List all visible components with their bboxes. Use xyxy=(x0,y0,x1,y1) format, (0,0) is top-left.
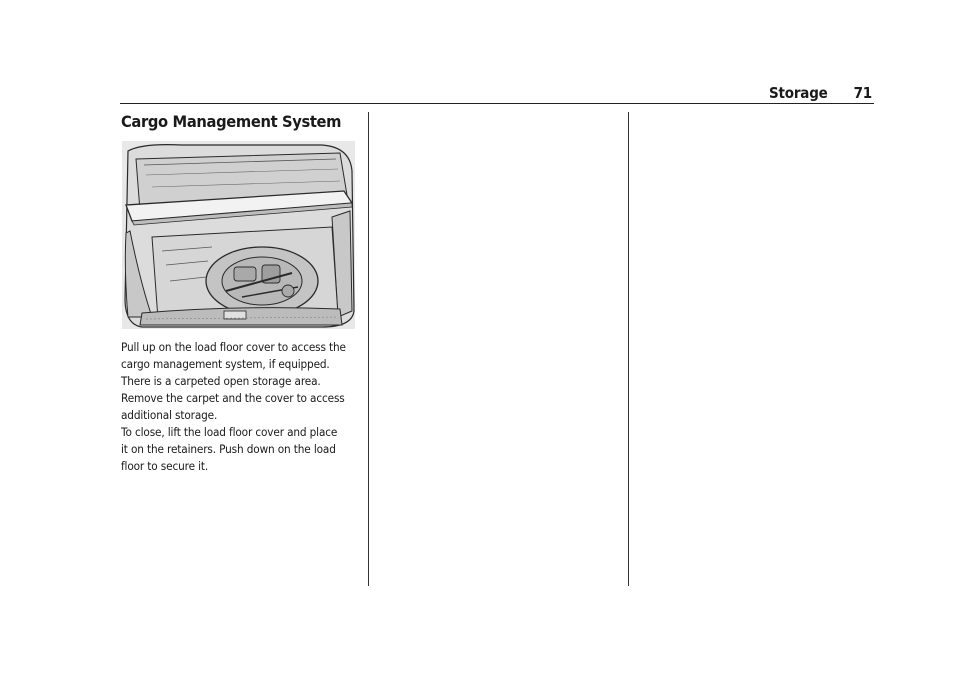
paragraph-1-text: Pull up on the load floor cover to access the cargo management system, if equipped. There is a carpeted open storage area. Remove the carpet and the cover to access additional storage. xyxy=(121,341,346,422)
paragraph-1 xyxy=(121,339,347,424)
header-rule xyxy=(120,103,874,104)
page-header xyxy=(600,84,872,104)
paragraph-2-text: To close, lift the load floor cover and place it on the retainers. Push down on the load floor to secure it. xyxy=(121,426,338,473)
section-title: Cargo Management System xyxy=(121,112,342,131)
column-divider-1 xyxy=(368,112,369,586)
cargo-area-illustration-icon xyxy=(122,141,355,329)
header-section: Storage xyxy=(768,84,828,102)
column-divider-2 xyxy=(628,112,629,586)
cargo-area-figure xyxy=(122,141,355,329)
paragraph-2 xyxy=(121,424,347,475)
header-page-number: 71 xyxy=(853,84,872,102)
